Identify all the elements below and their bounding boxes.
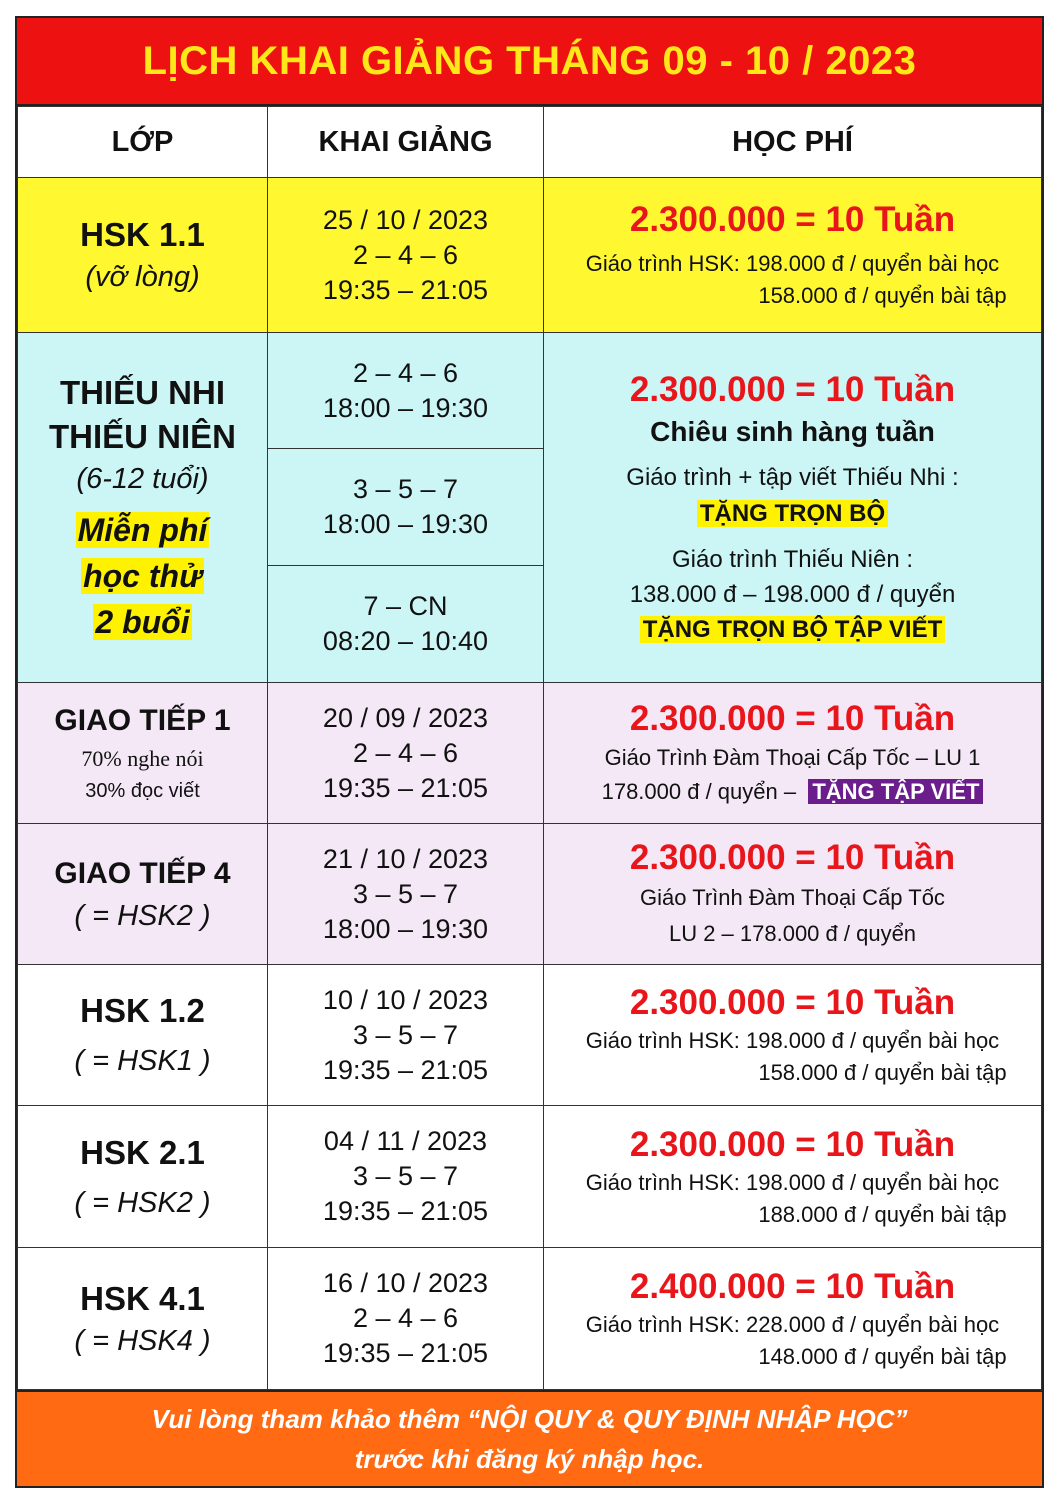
class-name: HSK 4.1 [80, 1279, 205, 1317]
class-sub: ( = HSK4 ) [74, 1324, 211, 1357]
table-row [18, 178, 1042, 333]
header-fee: HỌC PHÍ [544, 107, 1042, 178]
page-title: LỊCH KHAI GIẢNG THÁNG 09 - 10 / 2023 [17, 18, 1042, 106]
fee-price: 2.300.000 = 10 Tuần [629, 699, 956, 738]
teen-book: Giáo trình Thiếu Niên : [671, 545, 914, 573]
start-time: 19:35 – 21:05 [322, 1196, 489, 1226]
footer-note [17, 1390, 1042, 1486]
start-date: 10 / 10 / 2023 [322, 984, 489, 1015]
start-days: 7 – CN [363, 591, 448, 621]
class-age: (6-12 tuổi) [76, 462, 209, 495]
class-name: HSK 1.1 [80, 216, 205, 253]
table-row [18, 683, 1042, 824]
fee-price: 2.300.000 = 10 Tuần [629, 983, 956, 1022]
footer-line-2: trước khi đăng ký nhập học. [354, 1444, 705, 1474]
start-cell [268, 449, 544, 566]
book-line-2: 158.000 đ / quyển bài tập [758, 1060, 1007, 1085]
class-cell [18, 333, 268, 683]
start-time: 18:00 – 19:30 [322, 913, 489, 944]
start-days: 2 – 4 – 6 [352, 737, 459, 768]
class-name: THIẾU NHI [60, 373, 225, 411]
start-days: 3 – 5 – 7 [352, 1161, 459, 1191]
book-line-2: 178.000 đ / quyển – TẶNG TẬP VIẾT [544, 775, 1041, 809]
header-start: KHAI GIẢNG [268, 107, 544, 178]
kid-book: Giáo trình + tập viết Thiếu Nhi : [626, 463, 959, 491]
fee-price: 2.300.000 = 10 Tuần [629, 369, 956, 409]
fee-price: 2.300.000 = 10 Tuần [629, 1124, 956, 1164]
schedule-sheet [15, 16, 1044, 1488]
start-days: 3 – 5 – 7 [352, 1019, 459, 1050]
start-date: 20 / 09 / 2023 [322, 702, 489, 733]
fee-price: 2.300.000 = 10 Tuần [629, 838, 956, 877]
kid-gift: TẶNG TRỌN BỘ [544, 496, 1041, 532]
book-line-2: 188.000 đ / quyển bài tập [758, 1201, 1007, 1227]
table-row [18, 1248, 1042, 1390]
table-row [18, 824, 1042, 965]
start-days: 2 – 4 – 6 [352, 239, 459, 270]
fee-cell [544, 824, 1042, 965]
book-line-1: Giáo trình HSK: 198.000 đ / quyển bài học [585, 1169, 1000, 1195]
start-time: 19:35 – 21:05 [322, 1054, 489, 1085]
weekly-enrollment: Chiêu sinh hàng tuần [650, 415, 935, 447]
teen-price: 138.000 đ – 198.000 đ / quyển [629, 580, 956, 608]
class-name: HSK 1.2 [80, 992, 205, 1029]
fee-price: 2.400.000 = 10 Tuần [629, 1266, 956, 1306]
class-sub-2: 30% đọc viết [85, 780, 200, 802]
start-cell [268, 824, 544, 965]
free-trial-2: học thử [83, 557, 202, 594]
start-cell [268, 1106, 544, 1248]
class-cell [18, 178, 268, 333]
book-line-1: Giáo trình HSK: 198.000 đ / quyển bài học [585, 251, 1000, 276]
book-line-1: Giáo Trình Đàm Thoại Cấp Tốc [640, 885, 945, 910]
footer-line-1: Vui lòng tham khảo thêm “NỘI QUY & QUY ĐỊNH NHẬP HỌC” [151, 1404, 908, 1434]
book-line-1: Giáo trình HSK: 198.000 đ / quyển bài học [585, 1028, 1000, 1053]
header-class: LỚP [18, 107, 268, 178]
fee-cell [544, 1248, 1042, 1390]
book-line-1: Giáo Trình Đàm Thoại Cấp Tốc – LU 1 [604, 745, 981, 770]
start-cell [268, 683, 544, 824]
fee-cell [544, 965, 1042, 1106]
start-time: 18:00 – 19:30 [322, 509, 489, 539]
book-line-1: Giáo trình HSK: 228.000 đ / quyển bài học [585, 1311, 1000, 1337]
class-sub: ( = HSK2 ) [74, 900, 211, 932]
schedule-table [17, 106, 1042, 1390]
start-date: 21 / 10 / 2023 [322, 843, 489, 874]
class-name-2: THIẾU NIÊN [48, 417, 236, 455]
class-name: GIAO TIẾP 1 [54, 704, 231, 737]
start-time: 08:20 – 10:40 [322, 626, 489, 656]
class-cell [18, 1106, 268, 1248]
class-cell [18, 1248, 268, 1390]
class-cell [18, 824, 268, 965]
book-line-2: 158.000 đ / quyển bài tập [758, 283, 1007, 308]
table-header-row [18, 107, 1042, 178]
class-cell [18, 683, 268, 824]
teen-gift: TẶNG TRỌN BỘ TẬP VIẾT [544, 612, 1041, 648]
book-line-2: 148.000 đ / quyển bài tập [758, 1343, 1007, 1369]
book-line-2: LU 2 – 178.000 đ / quyển [668, 921, 917, 946]
gift-badge: TẶNG TẬP VIẾT [808, 779, 983, 804]
class-sub: 70% nghe nói [81, 746, 204, 771]
start-cell [268, 1248, 544, 1390]
start-days: 2 – 4 – 6 [352, 1303, 459, 1333]
free-trial-1: Miễn phí [77, 511, 208, 548]
table-row [18, 965, 1042, 1106]
fee-cell [544, 683, 1042, 824]
class-sub: (vỡ lòng) [85, 261, 200, 293]
start-days: 3 – 5 – 7 [352, 474, 459, 504]
fee-price: 2.300.000 = 10 Tuần [629, 200, 956, 239]
fee-cell [544, 333, 1042, 683]
class-name: HSK 2.1 [80, 1133, 205, 1171]
start-date: 16 / 10 / 2023 [322, 1268, 489, 1298]
class-sub: ( = HSK2 ) [74, 1186, 211, 1219]
start-cell [268, 178, 544, 333]
class-cell [18, 965, 268, 1106]
start-cell [268, 965, 544, 1106]
start-days: 3 – 5 – 7 [352, 878, 459, 909]
start-time: 18:00 – 19:30 [322, 392, 489, 423]
start-cell [268, 566, 544, 683]
start-time: 19:35 – 21:05 [322, 1338, 489, 1368]
start-time: 19:35 – 21:05 [322, 772, 489, 803]
table-row [18, 333, 1042, 449]
start-date: 25 / 10 / 2023 [322, 204, 489, 235]
fee-cell [544, 1106, 1042, 1248]
free-trial-3: 2 buổi [95, 603, 190, 640]
start-time: 19:35 – 21:05 [322, 274, 489, 305]
start-cell [268, 333, 544, 449]
table-row [18, 1106, 1042, 1248]
fee-cell [544, 178, 1042, 333]
class-name: GIAO TIẾP 4 [54, 857, 231, 890]
start-date: 04 / 11 / 2023 [323, 1126, 488, 1156]
class-sub: ( = HSK1 ) [74, 1045, 211, 1077]
start-days: 2 – 4 – 6 [352, 357, 459, 388]
